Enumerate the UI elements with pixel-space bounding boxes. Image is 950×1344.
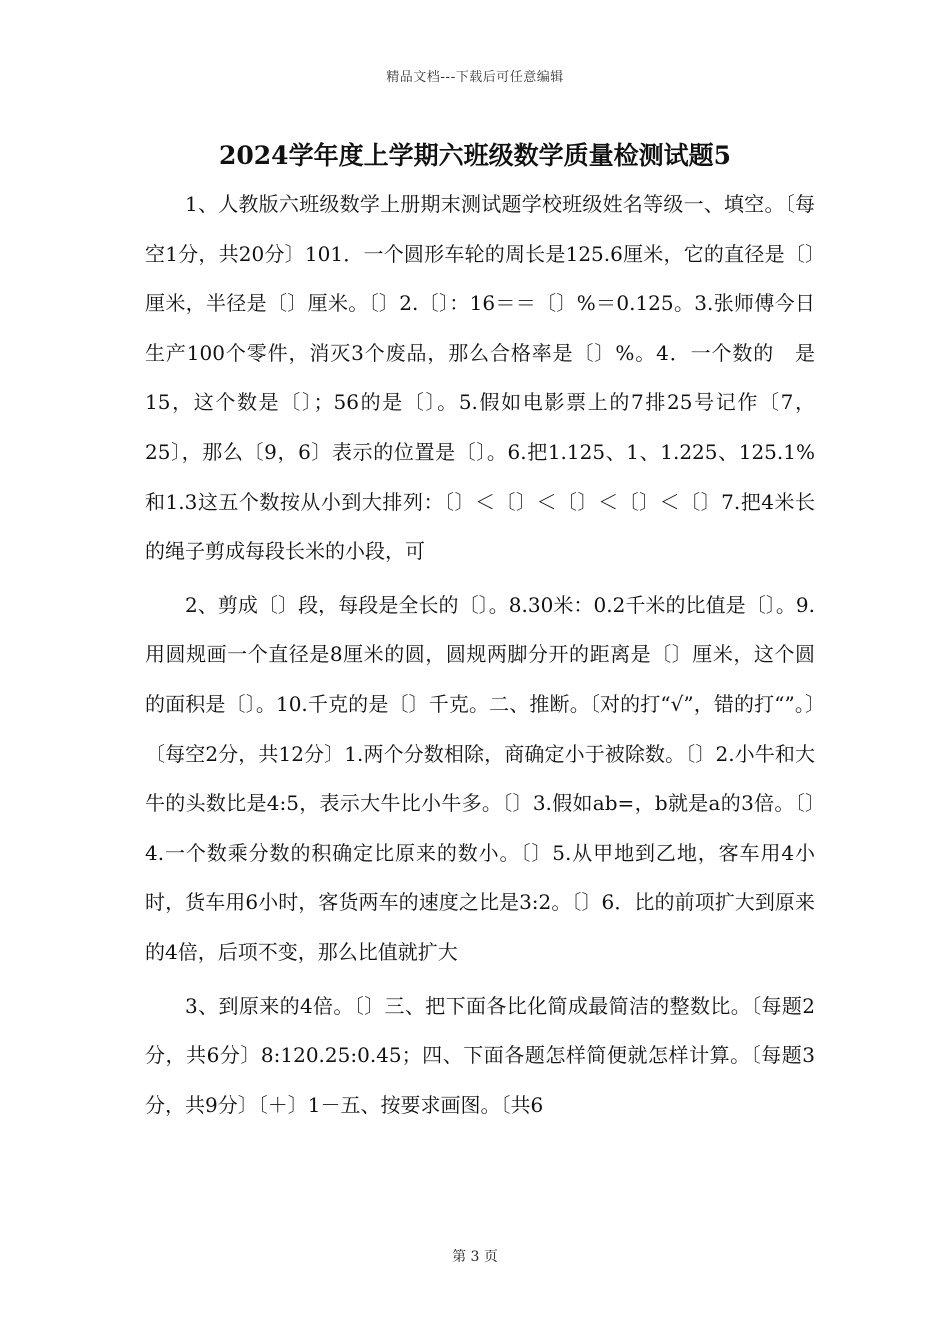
paragraph-1: 1、人教版六班级数学上册期末测试题学校班级姓名等级一、填空。〔每空1分，共20分〕101．一个圆形车轮的周长是125.6厘米，它的直径是〔〕厘米，半径是〔〕厘米。〔〕2.〔〕：16＝＝〔〕%＝0.125。3.张师傅今日生产100个零件，消灭3个废品，那么合格率是〔〕%。4．一个数的 是15，这个数是〔〕；56的是〔〕。5.假如电影票上的7排25号记作〔7，25〕，那么〔9，6〕表示的位置是〔〕。6.把1.125、1、1.225、125.1%和1.3这五个数按从小到大排列：〔〕＜〔〕＜〔〕＜〔〕＜〔〕7.把4米长的绳子剪成每段长米的小段，可 [145,192,815,564]
page-header: 精品文档---下载后可任意编辑 [386,70,564,85]
paragraph-2: 2、剪成〔〕段，每段是全长的〔〕。8.30米：0.2千米的比值是〔〕。9.用圆规画一个直径是8厘米的圆，圆规两脚分开的距离是〔〕厘米，这个圆的面积是〔〕。10.千克的是〔〕千克。二、推断。〔对的打“√”，错的打“”。〕〔每空2分，共12分〕1.两个分数相除，商确定小于被除数。〔〕2.小牛和大牛的头数比是4:5，表示大牛比小牛多。〔〕3.假如ab=，b就是a的3倍。〔〕4.一个数乘分数的积确定比原来的数小。〔〕5.从甲地到乙地，客车用4小时，货车用6小时，客货两车的速度之比是3:2。〔〕6．比的前项扩大到原来的4倍，后项不变，那么比值就扩大 [145,592,815,964]
paragraph-3: 3、到原来的4倍。〔〕三、把下面各比化简成最简洁的整数比。〔每题2分，共6分〕8:120.25:0.45；四、下面各题怎样简便就怎样计算。〔每题3分，共9分〕〔＋〕1－五、按要求画图。〔共6 [145,993,815,1117]
document-title: 2024学年度上学期六班级数学质量检测试题5 [219,141,731,170]
page-number: 第 3 页 [452,1249,498,1265]
document-body [145,180,815,1134]
